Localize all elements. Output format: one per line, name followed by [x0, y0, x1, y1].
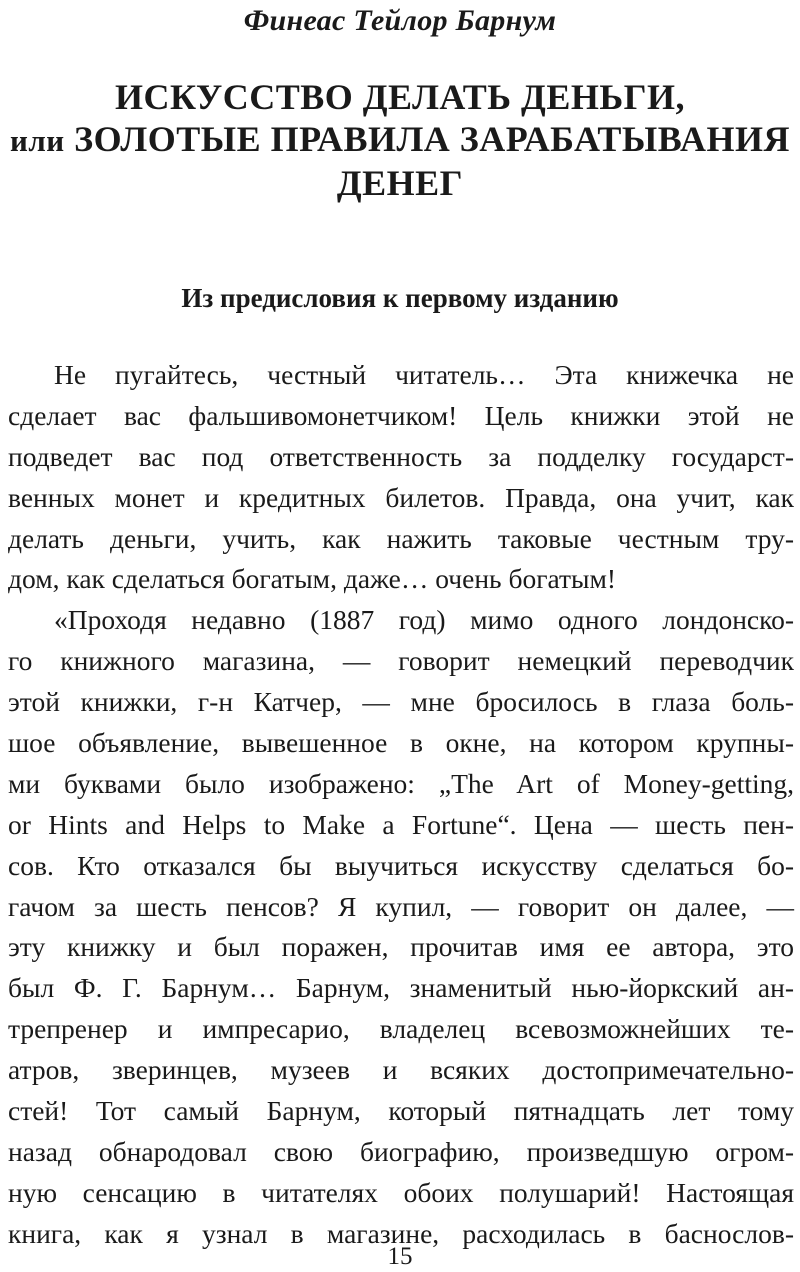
running-header-author: Финеас Тейлор Барнум: [243, 4, 557, 37]
text-line: or Hints and Helps to Make a Fortune“. Цена — шесть пен-: [8, 808, 794, 840]
text-line: ми буквами было изображено: „The Art of Money-getting,: [8, 767, 794, 799]
page-number: 15: [387, 1243, 413, 1270]
text-line: сов. Кто отказался бы выучиться искусству сделаться бо-: [8, 849, 794, 881]
text-line: «Проходя недавно (1887 год) мимо одного лондонско-: [54, 604, 794, 636]
text-line: сделает вас фальшивомонетчиком! Цель книжки этой не: [8, 399, 794, 431]
text-line: эту книжку и был поражен, прочитав имя ее автора, это: [8, 931, 794, 963]
text-line: шое объявление, вывешенное в окне, на котором крупны-: [8, 727, 794, 759]
text-line: назад обнародовал свою биографию, произведшую огром-: [8, 1135, 794, 1167]
text-line: стей! Тот самый Барнум, который пятнадцать лет тому: [8, 1095, 794, 1127]
book-title: [0, 76, 800, 204]
text-line: этой книжки, г-н Катчер, — мне бросилось в глаза боль-: [8, 686, 794, 718]
text-line: трепренер и импресарио, владелец всевозможнейших те-: [8, 1013, 794, 1045]
text-line: го книжного магазина, — говорит немецкий переводчик: [8, 645, 794, 677]
text-line: атров, зверинцев, музеев и всяких достопримечательно-: [8, 1054, 794, 1086]
text-line: был Ф. Г. Барнум… Барнум, знаменитый нью-йоркский ан-: [8, 972, 794, 1004]
text-line: дом, как сделаться богатым, даже… очень богатым!: [8, 563, 617, 595]
text-line: книга, как я узнал в магазине, расходилась в баснослов-: [8, 1217, 794, 1249]
text-line: Не пугайтесь, честный читатель… Эта книжечка не: [54, 359, 794, 390]
title-line-2: [0, 118, 800, 162]
text-line: гачом за шесть пенсов? Я купил, — говорит он далее, —: [8, 890, 794, 922]
body-text: [8, 355, 794, 1255]
section-heading: Из предисловия к первому изданию: [181, 283, 619, 313]
text-line: подведет вас под ответственность за подделку государст-: [8, 440, 794, 472]
text-line: венных монет и кредитных билетов. Правда, она учит, как: [8, 481, 794, 513]
title-line-1: ИСКУССТВО ДЕЛАТЬ ДЕНЬГИ,: [114, 77, 686, 117]
title-conjunction: или: [10, 123, 65, 158]
title-line-2-main: ЗОЛОТЫЕ ПРАВИЛА ЗАРАБАТЫВАНИЯ: [64, 119, 790, 159]
text-line: ную сенсацию в читателях обоих полушарий! Настоящая: [8, 1176, 794, 1208]
title-line-3: ДЕНЕГ: [336, 163, 464, 203]
text-line: делать деньги, учить, как нажить таковые честным тру-: [8, 522, 794, 554]
